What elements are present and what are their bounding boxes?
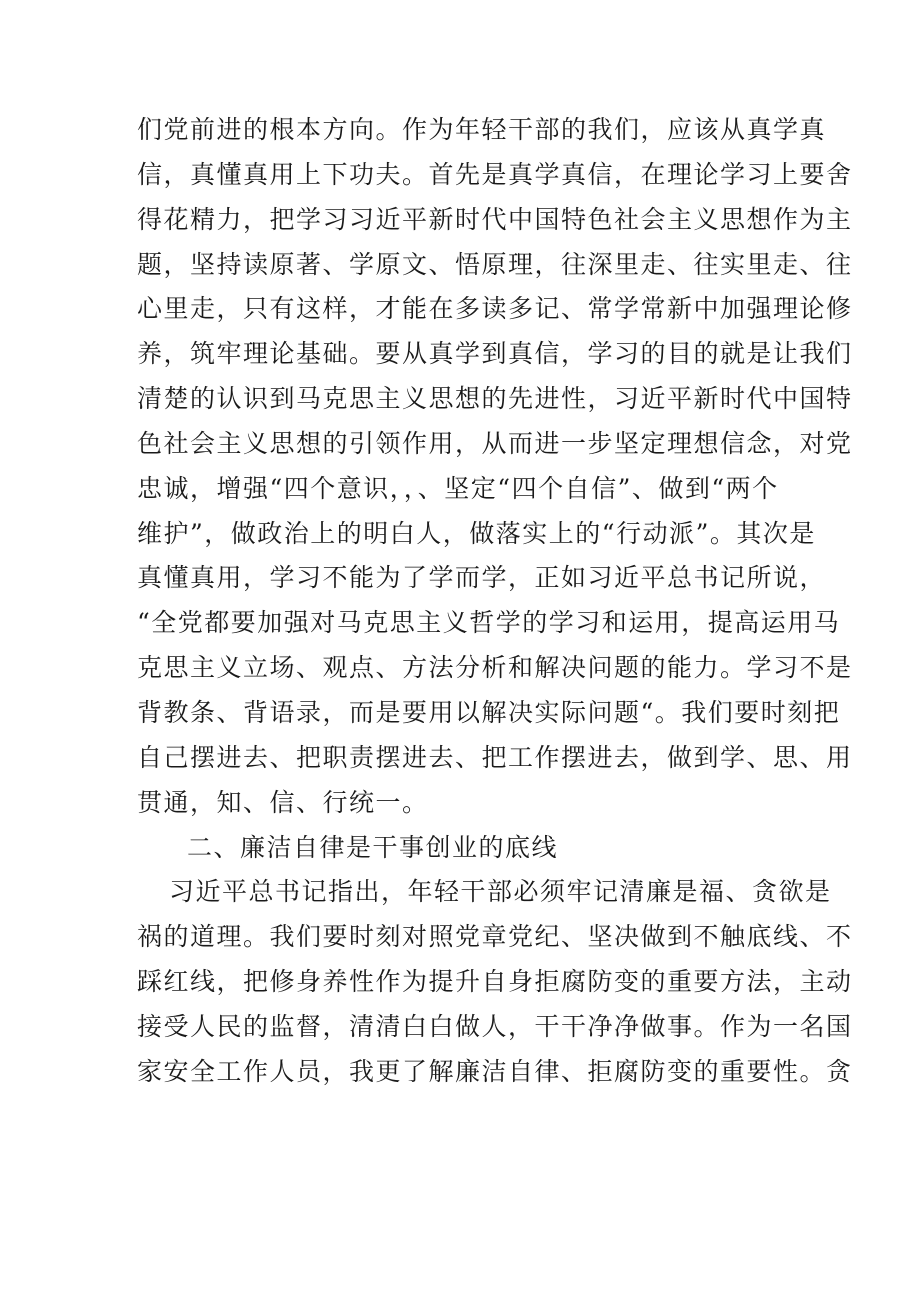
paragraph-line: 习近平总书记指出，年轻干部必须牢记清廉是福、贪欲是 [169,877,832,907]
paragraph-line: 忠诚，增强“四个意识，，、坚定“四个自信”、做到“两个 [137,473,779,503]
paragraph-line: 题，坚持读原著、学原文、悟原理，往深里走、往实里走、往 [137,249,853,279]
paragraph-line: 得花精力，把学习习近平新时代中国特色社会主义思想作为主 [137,204,853,234]
paragraph-line: 们党前进的根本方向。作为年轻干部的我们，应该从真学真 [137,115,827,144]
paragraph-line: 真懂真用，学习不能为了学而学，正如习近平总书记所说， [137,563,827,593]
paragraph-line: 维护”，做政治上的明白人，做落实上的“行动派”。其次是 [137,518,816,548]
paragraph-line: 色社会主义思想的引领作用，从而进一步坚定理想信念，对党 [137,428,853,458]
paragraph-line: 养，筑牢理论基础。要从真学到真信，学习的目的就是让我们 [137,339,853,369]
section-heading: 二、廉洁自律是干事创业的底线 [187,832,559,862]
paragraph-line: 贯通，知、信、行统一。 [137,787,429,817]
paragraph-line: 接受人民的监督，清清白白做人，干干净净做事。作为一名国 [137,1011,853,1041]
body-text [137,108,853,1095]
paragraph-line: 祸的道理。我们要时刻对照党章党纪、坚决做到不触底线、不 [137,922,853,952]
paragraph-line: 踩红线，把修身养性作为提升自身拒腐防变的重要方法，主动 [137,967,853,997]
paragraph-line: 心里走，只有这样，才能在多读多记、常学常新中加强理论修 [137,294,853,324]
paragraph-line: 清楚的认识到马克思主义思想的先进性，习近平新时代中国特 [137,384,853,414]
paragraph-line: 克思主义立场、观点、方法分析和解决问题的能力。学习不是 [137,653,853,683]
paragraph-line: 背教条、背语录，而是要用以解决实际问题“。我们要时刻把 [137,697,841,727]
paragraph-line: 自己摆进去、把职责摆进去、把工作摆进去，做到学、思、用 [137,742,853,772]
paragraph-line: “全党都要加强对马克思主义哲学的学习和运用，提高运用马 [137,608,841,638]
paragraph-line: 家安全工作人员，我更了解廉洁自律、拒腐防变的重要性。贪 [137,1056,853,1086]
paragraph-line: 信，真懂真用上下功夫。首先是真学真信，在理论学习上要舍 [137,159,853,189]
